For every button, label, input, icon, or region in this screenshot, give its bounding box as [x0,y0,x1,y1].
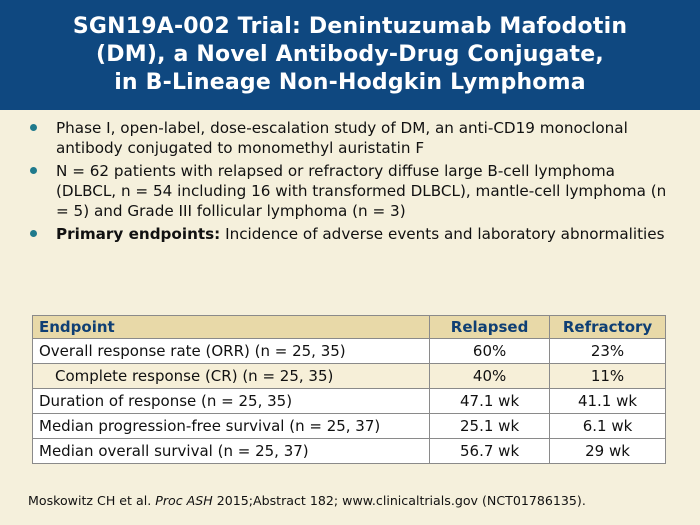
refractory-cell: 41.1 wk [550,389,666,414]
table-row [33,389,666,414]
citation-authors: Moskowitz CH et al. [28,493,156,508]
bullet-item [28,224,678,244]
endpoint-cell: Median overall survival (n = 25, 37) [33,439,430,464]
bullet-list [28,118,678,247]
column-header-refractory: Refractory [550,316,666,339]
relapsed-cell: 47.1 wk [430,389,550,414]
title-banner [0,0,700,110]
endpoint-cell: Duration of response (n = 25, 35) [33,389,430,414]
refractory-cell: 6.1 wk [550,414,666,439]
bullet-label: Primary endpoints: [56,225,221,243]
refractory-cell: 11% [550,364,666,389]
relapsed-cell: 25.1 wk [430,414,550,439]
bullet-text: Incidence of adverse events and laboratory abnormalities [220,225,665,243]
table-row [33,364,666,389]
refractory-cell: 23% [550,339,666,364]
bullet-item [28,118,678,158]
bullet-dot-icon [30,124,37,131]
citation [28,493,688,508]
relapsed-cell: 40% [430,364,550,389]
citation-details: 2015;Abstract 182; www.clinicaltrials.gov (NCT01786135). [212,493,586,508]
title-line-2: (DM), a Novel Antibody-Drug Conjugate, [96,42,604,67]
title-line-1: SGN19A-002 Trial: Denintuzumab Mafodotin [72,14,628,39]
bullet-text: N = 62 patients with relapsed or refractory diffuse large B-cell lymphoma (DLBCL, n = 54 including 16 with transformed DLBCL), mantle-cell lymphoma (n = 5) and Grade III follicular lymphoma (n = 3) [56,162,667,220]
endpoint-cell: Complete response (CR) (n = 25, 35) [33,364,430,389]
refractory-cell: 29 wk [550,439,666,464]
bullet-text: Phase I, open-label, dose-escalation study of DM, an anti-CD19 monoclonal antibody conjugated to monomethyl auristatin F [56,119,628,157]
column-header-relapsed: Relapsed [430,316,550,339]
table-header-row [33,316,666,339]
relapsed-cell: 56.7 wk [430,439,550,464]
title-line-3: in B-Lineage Non-Hodgkin Lymphoma [114,70,586,95]
bullet-item [28,161,678,221]
column-header-endpoint: Endpoint [33,316,430,339]
bullet-dot-icon [30,167,37,174]
relapsed-cell: 60% [430,339,550,364]
table-row [33,439,666,464]
results-table [32,315,666,464]
endpoint-cell: Overall response rate (ORR) (n = 25, 35) [33,339,430,364]
bullet-dot-icon [30,230,37,237]
slide-title [73,13,627,97]
table-row [33,414,666,439]
endpoint-cell: Median progression-free survival (n = 25, 37) [33,414,430,439]
citation-journal: Proc ASH [155,493,213,508]
table-row [33,339,666,364]
